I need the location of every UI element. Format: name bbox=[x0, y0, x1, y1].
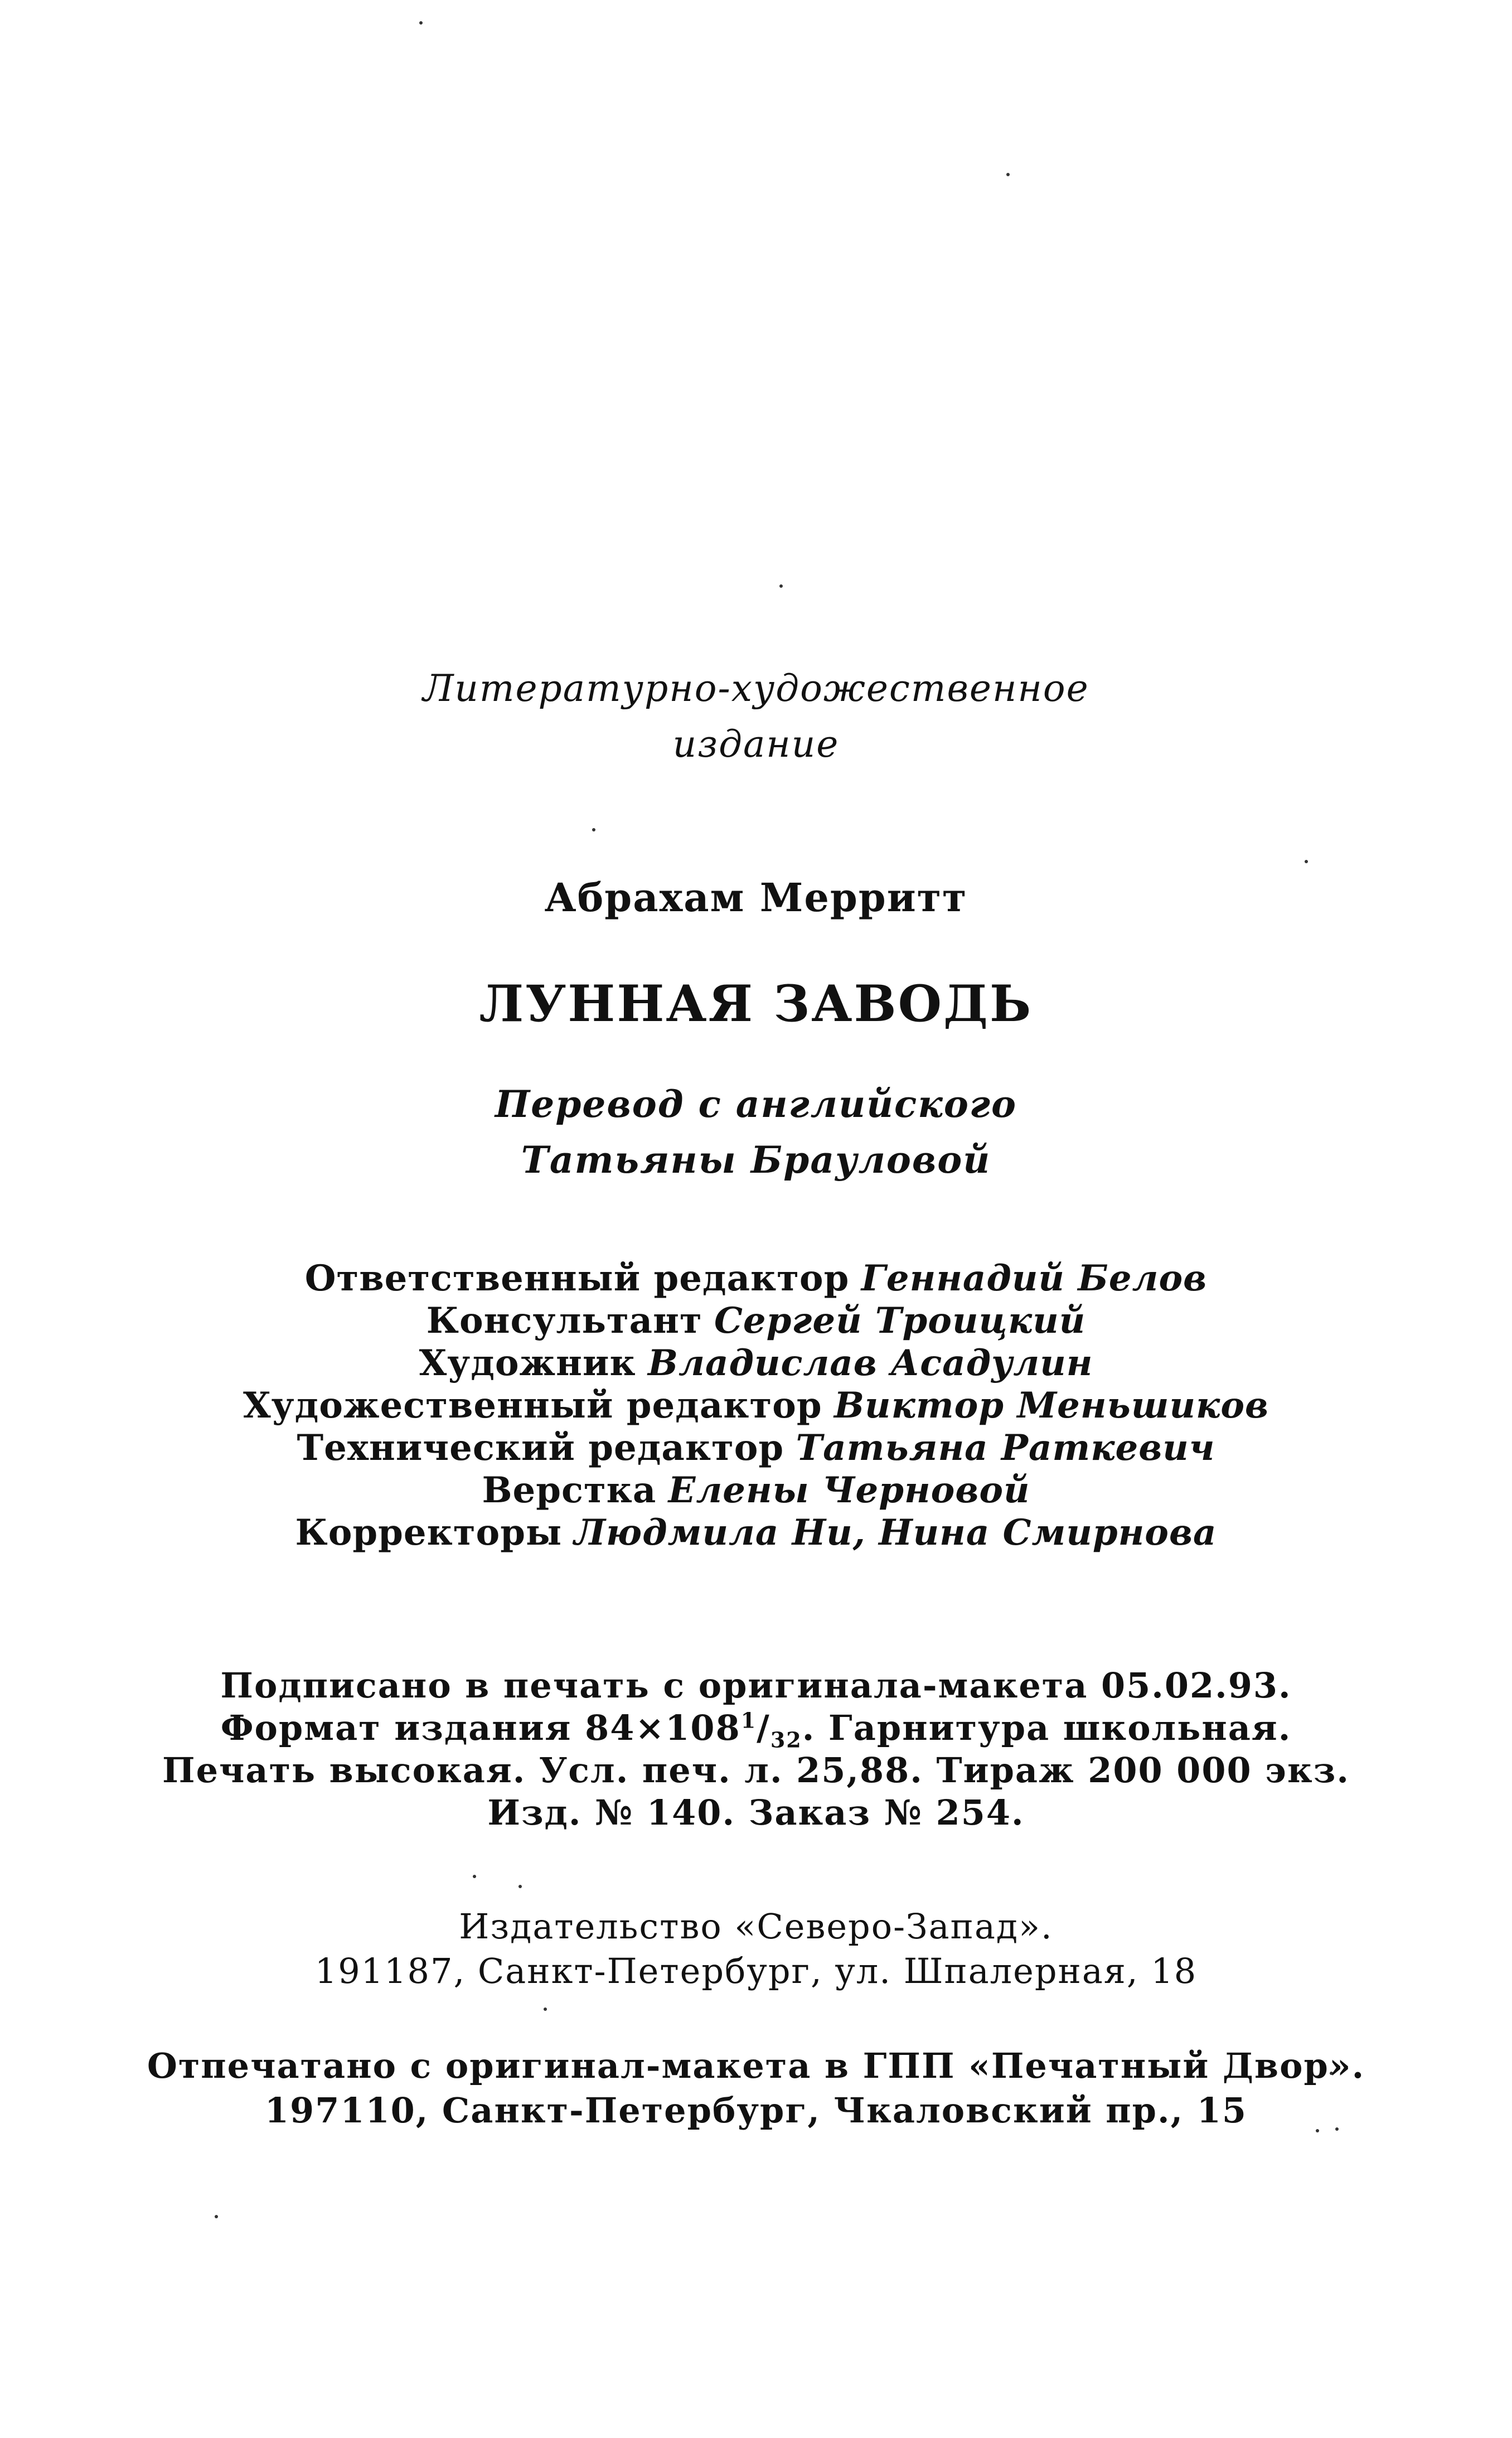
printer-line-1: Отпечатано с оригинал-макета в ГПП «Печатный Двор». bbox=[147, 2045, 1365, 2086]
credit-line bbox=[0, 1469, 1512, 1512]
credit-person: Владислав Асадулин bbox=[648, 1342, 1093, 1384]
credit-line bbox=[0, 1300, 1512, 1342]
dust-speck bbox=[592, 828, 595, 831]
publisher-line-2: 191187, Санкт-Петербург, ул. Шпалерная, 18 bbox=[314, 1951, 1198, 1991]
printer-line-2: 197110, Санкт-Петербург, Чкаловский пр., 15 bbox=[264, 2090, 1248, 2131]
title-text: ЛУННАЯ ЗАВОДЬ bbox=[479, 974, 1033, 1033]
print-line-3: Печать высокая. Усл. печ. л. 25,88. Тираж 200 000 экз. bbox=[162, 1750, 1350, 1791]
format-sub: 32 bbox=[770, 1727, 802, 1753]
credit-role: Консультант bbox=[426, 1300, 702, 1342]
credit-line bbox=[0, 1427, 1512, 1469]
translation-line-2: Татьяны Брауловой bbox=[521, 1138, 991, 1182]
credit-role: Корректоры bbox=[295, 1512, 563, 1554]
credit-line bbox=[0, 1385, 1512, 1427]
credit-role: Верстка bbox=[482, 1469, 657, 1511]
credit-person: Людмила Ни, Нина Смирнова bbox=[574, 1512, 1217, 1554]
dust-speck bbox=[544, 2008, 547, 2011]
credit-line bbox=[0, 1257, 1512, 1300]
dust-speck bbox=[1305, 860, 1308, 863]
credits-list bbox=[0, 1257, 1512, 1554]
author-name bbox=[0, 870, 1512, 926]
printer-info bbox=[0, 2044, 1512, 2133]
genre-note bbox=[0, 661, 1512, 772]
credit-person: Татьяна Раткевич bbox=[796, 1427, 1215, 1469]
credit-role: Технический редактор bbox=[297, 1427, 784, 1469]
dust-speck bbox=[473, 1875, 476, 1878]
format-prefix: Формат издания 84×108 bbox=[220, 1707, 741, 1748]
credit-role: Ответственный редактор bbox=[304, 1257, 850, 1299]
translation-note bbox=[0, 1076, 1512, 1188]
credit-line bbox=[0, 1512, 1512, 1554]
credit-line bbox=[0, 1342, 1512, 1385]
genre-line-1: Литературно-художественное bbox=[423, 667, 1089, 710]
translation-line-1: Перевод с английского bbox=[495, 1082, 1017, 1126]
credit-person: Виктор Меньшиков bbox=[833, 1385, 1269, 1426]
print-details bbox=[0, 1665, 1512, 1834]
publisher-line-1: Издательство «Северо-Запад». bbox=[459, 1906, 1053, 1947]
book-title bbox=[0, 970, 1512, 1037]
dust-speck bbox=[779, 584, 783, 588]
format-slash: / bbox=[757, 1707, 770, 1748]
print-line-2 bbox=[0, 1707, 1512, 1753]
dust-speck bbox=[518, 1885, 522, 1888]
dust-speck bbox=[419, 21, 423, 25]
credit-person: Сергей Троицкий bbox=[714, 1300, 1086, 1342]
genre-line-2: издание bbox=[672, 723, 840, 766]
dust-speck bbox=[215, 2215, 218, 2218]
print-line-4: Изд. № 140. Заказ № 254. bbox=[487, 1792, 1025, 1833]
credit-role: Художественный редактор bbox=[243, 1385, 822, 1426]
format-sup: 1 bbox=[740, 1707, 757, 1733]
credit-role: Художник bbox=[419, 1342, 636, 1384]
print-line-1: Подписано в печать с оригинала-макета 05.02.93. bbox=[220, 1665, 1292, 1706]
publisher-info bbox=[0, 1904, 1512, 1994]
format-suffix: . Гарнитура школьная. bbox=[802, 1707, 1292, 1748]
credit-person: Елены Черновой bbox=[668, 1469, 1030, 1511]
author-text: Абрахам Мерритт bbox=[544, 874, 968, 921]
credit-person: Геннадий Белов bbox=[861, 1257, 1208, 1299]
dust-speck bbox=[1006, 173, 1010, 176]
